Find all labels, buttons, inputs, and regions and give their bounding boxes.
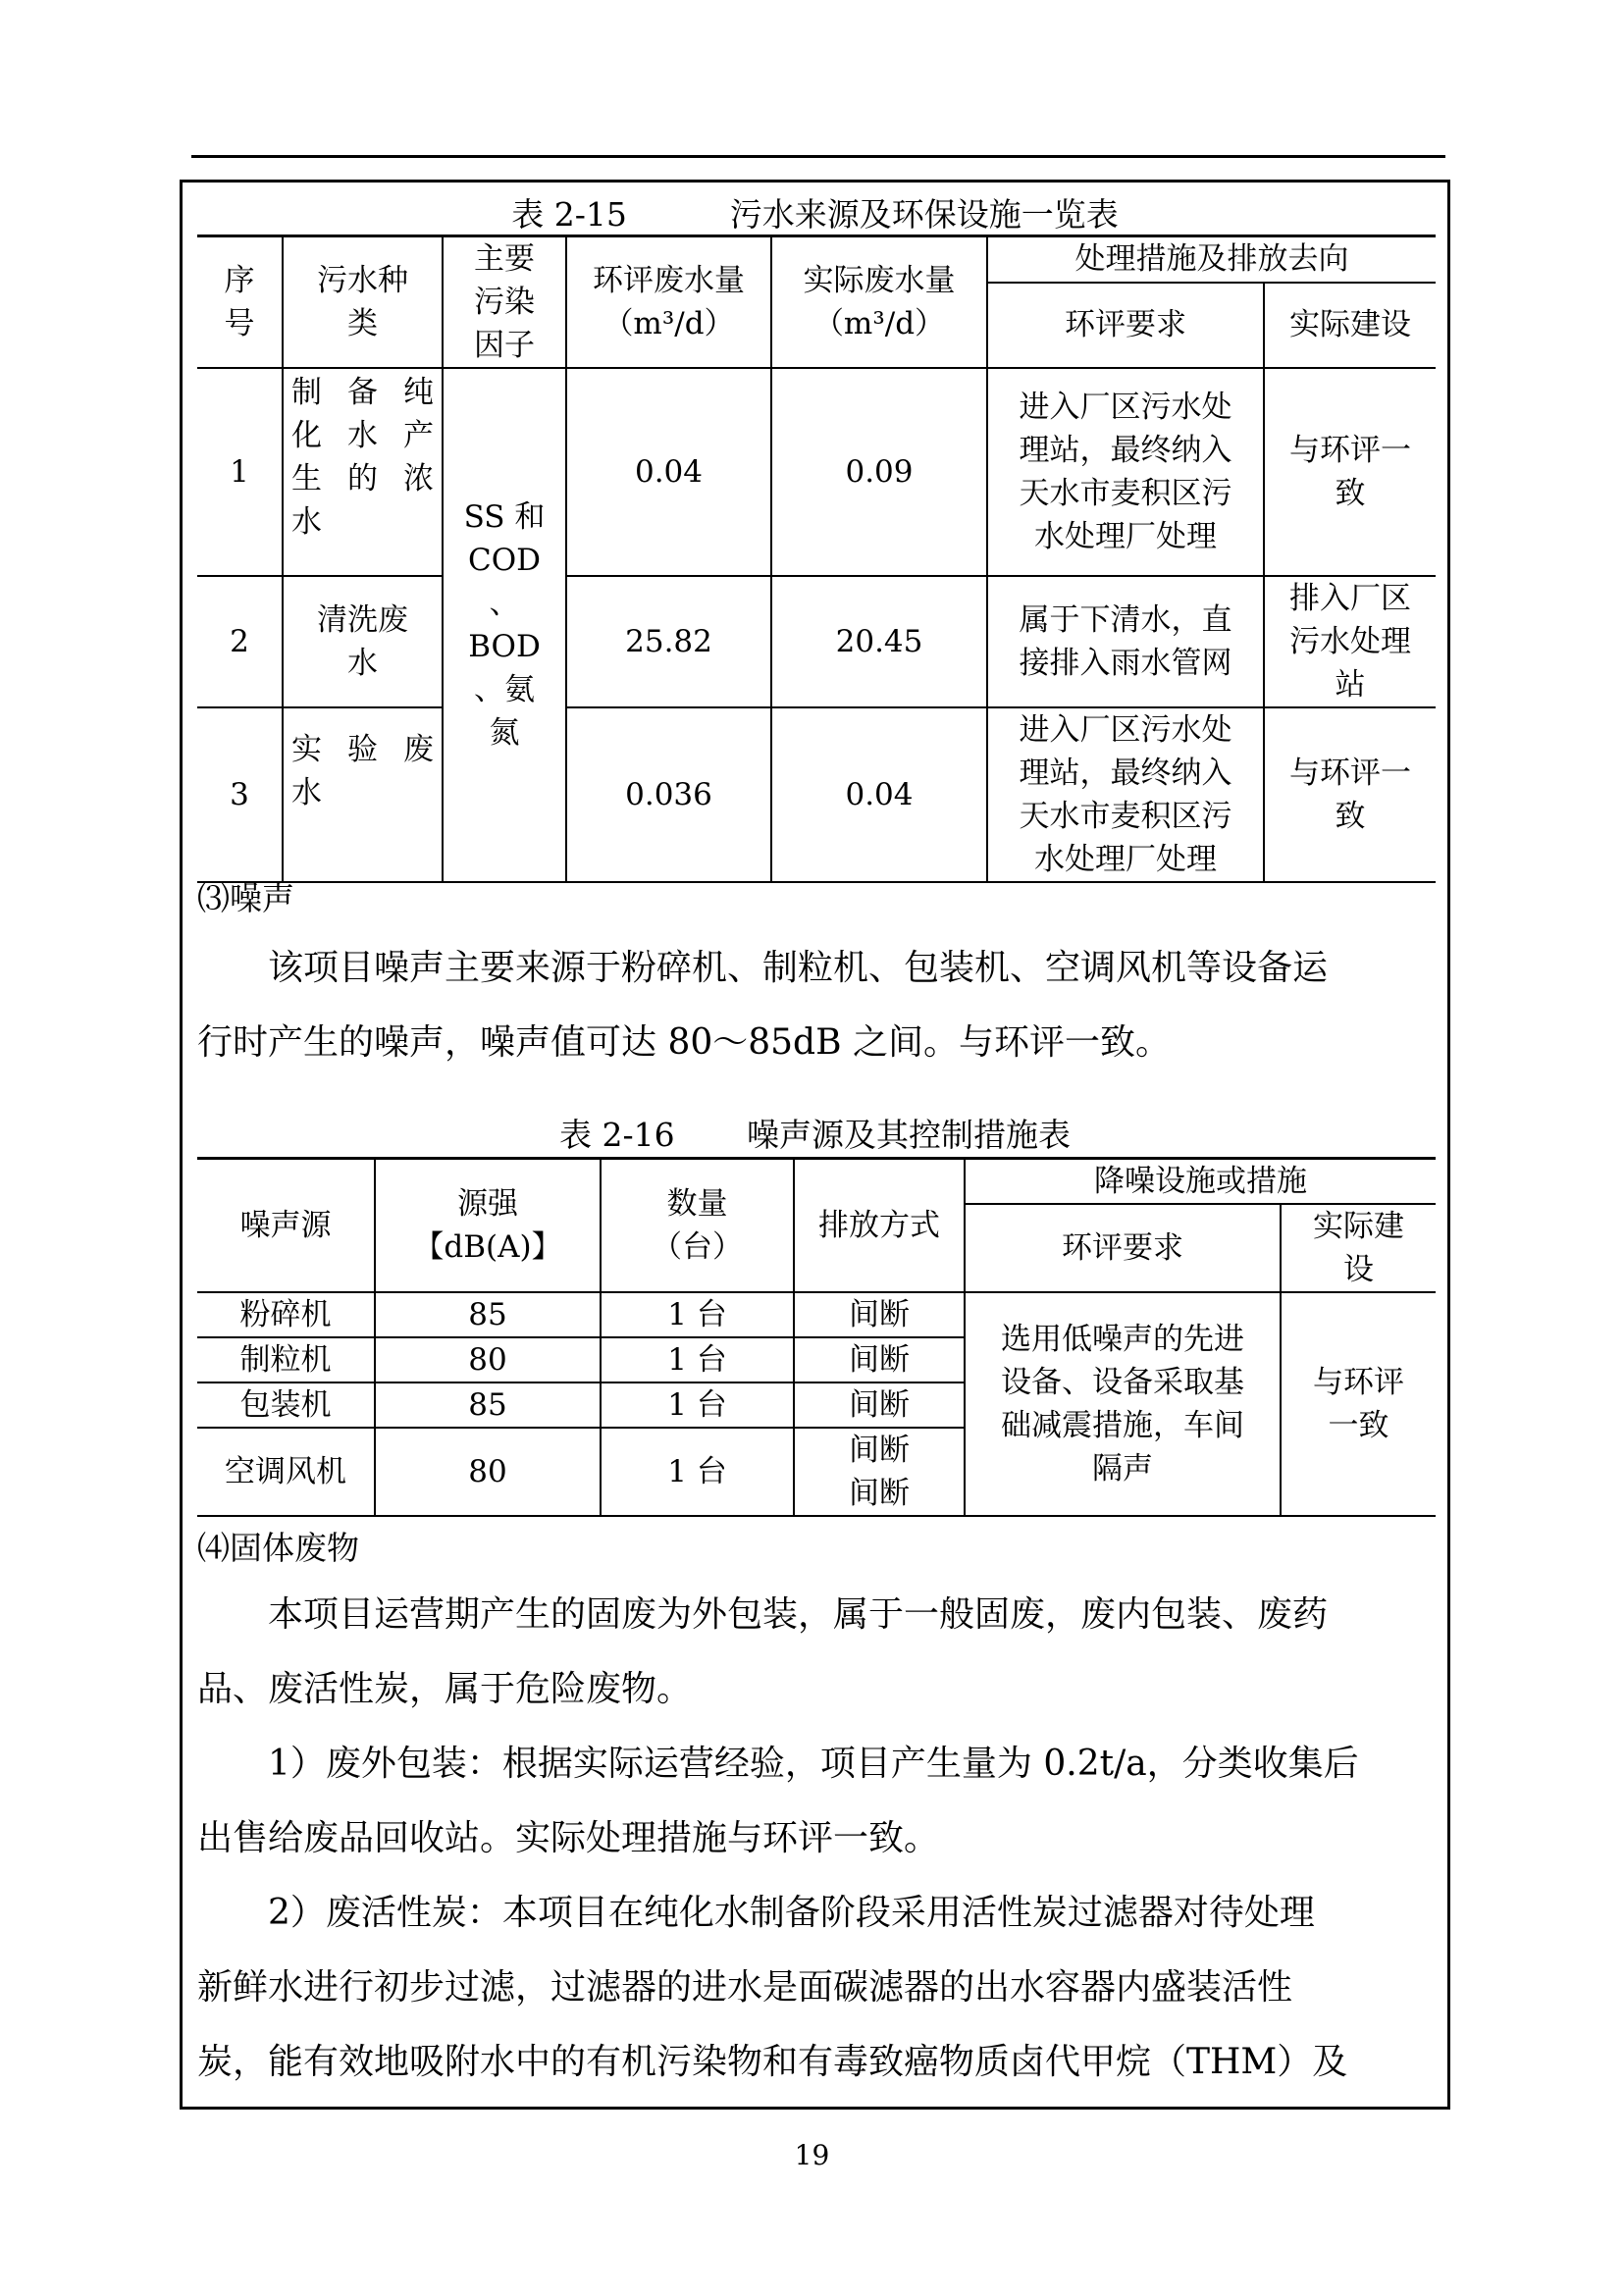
row-source: 制粒机 <box>197 1337 375 1382</box>
row-actual-volume: 0.04 <box>771 707 987 882</box>
solid-line: 1）废外包装：根据实际运营经验，项目产生量为 0.2t/a，分类收集后 <box>268 1744 1359 1784</box>
row-source: 粉碎机 <box>197 1292 375 1337</box>
row-source: 空调风机 <box>197 1428 375 1516</box>
row-eia-req: 进入厂区污水处 理站，最终纳入 天水市麦积区污 水处理厂处理 <box>987 368 1264 576</box>
row-eia-req: 属于下清水，直 接排入雨水管网 <box>987 576 1264 707</box>
header-measures: 处理措施及排放去向 <box>987 236 1436 283</box>
row-count: 1 台 <box>601 1382 794 1428</box>
header-rule <box>191 155 1445 158</box>
row-eia-volume: 0.04 <box>566 368 771 576</box>
shared-eia-req: 选用低噪声的先进 设备、设备采取基 础减震措施，车间 隔声 <box>965 1292 1281 1516</box>
header-mode: 排放方式 <box>794 1159 965 1293</box>
table-row <box>197 576 1436 707</box>
table-row <box>197 707 1436 882</box>
page-number: 19 <box>794 2139 830 2171</box>
header-eia-volume: 环评废水量 （m³/d） <box>566 236 771 369</box>
solid-line: 新鲜水进行初步过滤，过滤器的进水是面碳滤器的出水容器内盛装活性 <box>197 1967 1293 2008</box>
row-count: 1 台 <box>601 1337 794 1382</box>
wastewater-table <box>197 235 1436 883</box>
row-strength: 85 <box>375 1382 601 1428</box>
row-type: 清洗废 水 <box>283 576 443 707</box>
solid-line: 本项目运营期产生的固废为外包装，属于一般固废，废内包装、废药 <box>268 1594 1329 1635</box>
row-count: 1 台 <box>601 1428 794 1516</box>
row-seq: 2 <box>197 576 283 707</box>
header-pollutant: 主要 污染 因子 <box>443 236 566 369</box>
row-strength: 85 <box>375 1292 601 1337</box>
row-eia-req: 进入厂区污水处 理站，最终纳入 天水市麦积区污 水处理厂处理 <box>987 707 1264 882</box>
table-row <box>197 368 1436 576</box>
row-actual-volume: 20.45 <box>771 576 987 707</box>
row-strength: 80 <box>375 1337 601 1382</box>
row-type: 实验废 水 <box>283 707 443 882</box>
header-source: 噪声源 <box>197 1159 375 1293</box>
noise-paragraph <box>197 931 1424 1080</box>
header-actual-build: 实际建设 <box>1264 283 1436 368</box>
header-eia-req: 环评要求 <box>965 1204 1281 1292</box>
header-actual-volume: 实际废水量 （m³/d） <box>771 236 987 369</box>
shared-actual-build: 与环评 一致 <box>1281 1292 1436 1516</box>
noise-line: 该项目噪声主要来源于粉碎机、制粒机、包装机、空调风机等设备运 <box>268 948 1329 988</box>
row-seq: 3 <box>197 707 283 882</box>
noise-heading: ⑶噪声 <box>197 879 294 917</box>
row-actual-volume: 0.09 <box>771 368 987 576</box>
header-strength: 源强 【dB(A)】 <box>375 1159 601 1293</box>
row-eia-volume: 25.82 <box>566 576 771 707</box>
row-mode: 间断 <box>794 1292 965 1337</box>
solid-line: 出售给废品回收站。实际处理措施与环评一致。 <box>197 1818 940 1858</box>
solid-line: 炭，能有效地吸附水中的有机污染物和有毒致癌物质卤代甲烷（THM）及 <box>197 2042 1348 2082</box>
noise-line: 行时产生的噪声，噪声值可达 80～85dB 之间。与环评一致。 <box>197 1022 1172 1063</box>
header-measures: 降噪设施或措施 <box>965 1159 1436 1205</box>
solid-paragraph <box>197 1578 1424 2100</box>
row-eia-volume: 0.036 <box>566 707 771 882</box>
noise-table <box>197 1157 1436 1517</box>
table-2-15-caption: 表 2-15 污水来源及环保设施一览表 <box>511 195 1119 234</box>
row-actual-build: 与环评一 致 <box>1264 368 1436 576</box>
table-row <box>197 1292 1436 1337</box>
header-seq: 序 号 <box>197 236 283 369</box>
content-frame <box>180 180 1450 2110</box>
row-strength: 80 <box>375 1428 601 1516</box>
header-type: 污水种 类 <box>283 236 443 369</box>
row-count: 1 台 <box>601 1292 794 1337</box>
row-mode: 间断 间断 <box>794 1428 965 1516</box>
row-seq: 1 <box>197 368 283 576</box>
row-type: 制备纯 化水产 生的浓 水 <box>283 368 443 576</box>
solid-line: 2）废活性炭：本项目在纯化水制备阶段采用活性炭过滤器对待处理 <box>268 1893 1315 1933</box>
row-mode: 间断 <box>794 1337 965 1382</box>
shared-pollutant: SS 和 COD 、 BOD 、氨 氮 <box>443 368 566 882</box>
solid-line: 品、废活性炭，属于危险废物。 <box>197 1669 693 1709</box>
header-actual-build: 实际建 设 <box>1281 1204 1436 1292</box>
row-actual-build: 与环评一 致 <box>1264 707 1436 882</box>
row-source: 包装机 <box>197 1382 375 1428</box>
solid-heading: ⑷固体废物 <box>197 1529 359 1567</box>
row-mode: 间断 <box>794 1382 965 1428</box>
header-eia-req: 环评要求 <box>987 283 1264 368</box>
row-actual-build: 排入厂区 污水处理 站 <box>1264 576 1436 707</box>
header-count: 数量 （台） <box>601 1159 794 1293</box>
table-2-16-caption: 表 2-16 噪声源及其控制措施表 <box>558 1116 1072 1154</box>
